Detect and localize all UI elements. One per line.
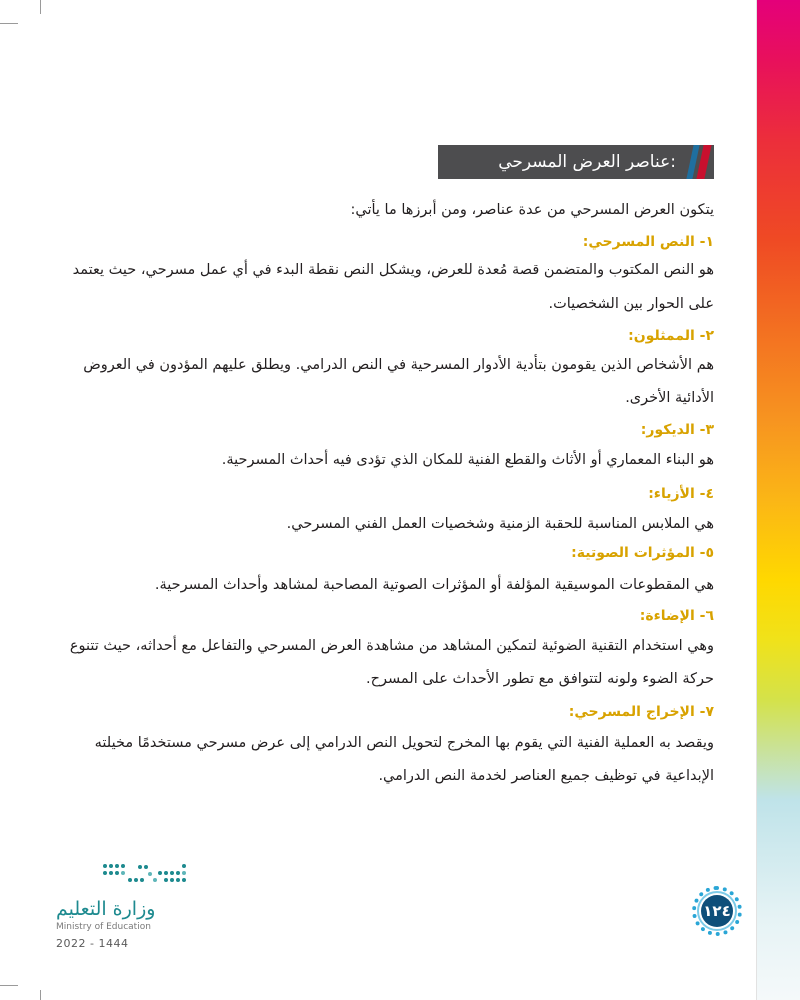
section-heading: ٣- الديكور: — [640, 422, 714, 438]
section-heading: ٤- الأزياء: — [648, 486, 714, 502]
header-accent-stripe — [696, 145, 711, 179]
paragraph-line: هي المقطوعات الموسيقية المؤلفة أو المؤثرات الصوتية المصاحبة لمشاهد وأحداث المسرحية. — [154, 577, 714, 593]
crop-mark — [40, 990, 41, 1000]
paragraph-line: هو النص المكتوب والمتضمن قصة مُعدة للعرض، ويشكل النص نقطة البدء في أي عمل مسرحي، حيث يعتمد — [72, 262, 714, 278]
page-number: ١٢٤ — [701, 895, 733, 927]
paragraph-line: هو البناء المعماري أو الأثاث والقطع الفنية للمكان الذي تؤدى فيه أحداث المسرحية. — [221, 452, 714, 468]
decorative-color-band — [757, 0, 800, 1000]
page-edge-divider — [756, 0, 757, 1000]
intro-text: يتكون العرض المسرحي من عدة عناصر، ومن أبرزها ما يأتي: — [350, 202, 714, 218]
page-number-badge — [692, 886, 742, 936]
paragraph-line: الإبداعية في توظيف جميع العناصر لخدمة النص الدرامي. — [378, 768, 714, 784]
paragraph-line: هي الملابس المناسبة للحقبة الزمنية وشخصيات العمل الفني المسرحي. — [286, 516, 714, 532]
crop-mark — [0, 23, 18, 24]
section-heading: ٢- الممثلون: — [628, 328, 714, 344]
ministry-name-english: Ministry of Education — [56, 922, 151, 932]
section-heading: ٥- المؤثرات الصوتية: — [571, 545, 714, 561]
section-header-title: عناصر العرض المسرحي: — [498, 152, 676, 172]
paragraph-line: وهي استخدام التقنية الضوئية لتمكين المشاهد من مشاهدة العرض المسرحي والتفاعل مع أحداثه، حيث تتنوع — [69, 638, 714, 654]
ministry-name-arabic: وزارة التعليم — [56, 898, 156, 920]
paragraph-line: الأدائية الأخرى. — [625, 390, 714, 406]
crop-mark — [40, 0, 41, 14]
section-heading: ١- النص المسرحي: — [582, 234, 714, 250]
section-heading: ٦- الإضاءة: — [639, 608, 714, 624]
crop-mark — [0, 985, 18, 986]
paragraph-line: هم الأشخاص الذين يقومون بتأدية الأدوار المسرحية في النص الدرامي. ويطلق عليهم المؤدون في العروض — [83, 357, 714, 373]
edition-year: 2022 - 1444 — [56, 937, 129, 950]
section-heading: ٧- الإخراج المسرحي: — [568, 704, 714, 720]
paragraph-line: ويقصد به العملية الفنية التي يقوم بها المخرج لتحويل النص الدرامي إلى عرض مسرحي مستخدمًا مخيلته — [94, 735, 714, 751]
paragraph-line: على الحوار بين الشخصيات. — [548, 296, 714, 312]
ministry-logo-dots-icon — [100, 860, 190, 890]
paragraph-line: حركة الضوء ولونه لتتوافق مع تطور الأحداث على المسرح. — [365, 671, 714, 687]
section-header — [438, 145, 714, 179]
